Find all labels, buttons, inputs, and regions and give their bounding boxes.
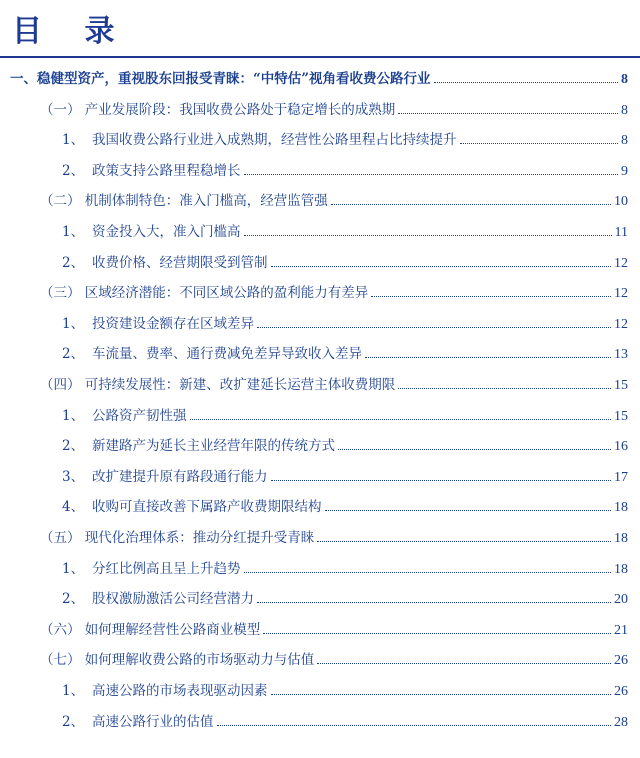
dot-leader (271, 480, 612, 481)
dot-leader (271, 266, 612, 267)
toc-page-number: 10 (614, 194, 628, 210)
toc-page-number: 18 (614, 531, 628, 546)
dot-leader (371, 296, 611, 297)
toc-entry[interactable] (62, 313, 628, 335)
toc-entry[interactable] (10, 68, 628, 90)
toc-entry[interactable] (62, 435, 628, 457)
toc-entry[interactable] (40, 190, 628, 212)
dot-leader (263, 633, 611, 634)
toc-entry-label (62, 129, 457, 151)
toc-entry-number: 2、 (62, 591, 85, 608)
toc-entry-label (62, 435, 335, 457)
toc-entry-text: 股权激励激活公司经营潜力 (92, 591, 254, 608)
toc-entry-label (62, 160, 241, 182)
toc-entry-label (62, 558, 241, 580)
toc-entry-text: 政策支持公路里程稳增长 (92, 162, 241, 179)
toc-entry[interactable] (62, 680, 628, 702)
toc-entry-number: 1、 (62, 560, 85, 577)
toc-entry-label (40, 190, 328, 212)
dot-leader (244, 572, 612, 573)
dot-leader (217, 725, 612, 726)
toc-entry-text: 现代化治理体系：推动分红提升受青睐 (80, 530, 315, 546)
toc-entry-number: 2、 (62, 438, 85, 455)
toc-entry[interactable] (62, 252, 628, 274)
toc-entry-label (62, 496, 322, 518)
dot-leader (460, 143, 619, 144)
toc-page-number: 11 (614, 225, 628, 240)
toc-entry-label (62, 221, 241, 243)
toc-entry-number: 4、 (62, 499, 85, 516)
toc-entry-number: 2、 (62, 346, 85, 363)
dot-leader (398, 388, 611, 389)
toc-entry-text: 车流量、费率、通行费减免差异导致收入差异 (92, 346, 362, 363)
toc-entry-label (62, 680, 268, 702)
toc-entry-text: 机制体制特色：准入门槛高，经营监管强 (80, 193, 328, 210)
dot-leader (398, 113, 618, 114)
dot-leader (244, 235, 612, 236)
toc-entry-text: 分红比例高且呈上升趋势 (92, 560, 241, 577)
toc-page-number: 17 (614, 469, 628, 485)
toc-page-number: 28 (614, 714, 628, 730)
toc-entry-label (10, 68, 431, 90)
toc-entry-text: 公路资产韧性强 (92, 407, 187, 424)
dot-leader (317, 541, 611, 542)
toc-page-number: 26 (614, 653, 628, 669)
toc-entry-text: 如何理解经营性公路商业模型 (80, 621, 261, 638)
toc-entry-label (40, 649, 314, 671)
toc-entry-number: 1、 (62, 315, 85, 332)
toc-entry[interactable] (40, 649, 628, 671)
toc-entry-text: 我国收费公路行业进入成熟期，经营性公路里程占比持续提升 (92, 132, 457, 149)
toc-entry-text: 资金投入大，准入门槛高 (92, 224, 241, 240)
toc-entry-number: 1、 (62, 132, 85, 149)
dot-leader (434, 82, 618, 83)
toc-page-number: 16 (614, 439, 628, 455)
dot-leader (338, 449, 611, 450)
toc-entry-label (62, 313, 254, 335)
toc-page-number: 21 (614, 622, 628, 638)
toc-entry-text: 区域经济潜能：不同区域公路的盈利能力有差异 (80, 285, 369, 302)
toc-entry-text: 可持续发展性：新建、改扩建延长运营主体收费期限 (80, 377, 396, 393)
toc-entry-label (40, 619, 260, 641)
toc-entry-text: 高速公路行业的估值 (92, 713, 214, 730)
toc-entry-label (62, 405, 187, 427)
toc-entry-number: （七） (40, 652, 81, 669)
toc-entry-text: 收购可直接改善下属路产收费期限结构 (92, 499, 322, 516)
toc-entry-text: 新建路产为延长主业经营年限的传统方式 (92, 438, 335, 455)
dot-leader (257, 602, 611, 603)
toc-entry-text: 改扩建提升原有路段通行能力 (92, 468, 268, 485)
dot-leader (325, 510, 612, 511)
toc-entry-text: 如何理解收费公路的市场驱动力与估值 (80, 652, 315, 669)
toc-entry-label (62, 343, 362, 365)
toc-entry[interactable] (62, 129, 628, 151)
toc-entry[interactable] (62, 558, 628, 580)
toc-page-number: 8 (621, 133, 628, 149)
toc-entry-label (40, 99, 395, 121)
toc-entry-text: 收费价格、经营期限受到管制 (92, 254, 268, 271)
toc-entry-label (40, 527, 314, 549)
dot-leader (365, 357, 611, 358)
toc-entry-number: （一） (40, 101, 81, 118)
toc-entry[interactable] (40, 99, 628, 121)
toc-entry-number: （五） (40, 530, 81, 546)
toc-page-number: 26 (614, 684, 628, 699)
toc-entry-text: 产业发展阶段：我国收费公路处于稳定增长的成熟期 (80, 101, 396, 118)
toc-entry-number: 2、 (62, 254, 85, 271)
toc-entry-label (62, 588, 254, 610)
toc-entry[interactable] (62, 496, 628, 518)
toc-entry[interactable] (40, 374, 628, 396)
toc-entry-text: 高速公路的市场表现驱动因素 (92, 683, 268, 699)
toc-page-number: 20 (614, 592, 628, 608)
toc-entry-label (40, 282, 368, 304)
toc-entry[interactable] (62, 466, 628, 488)
toc-entry-text: 投资建设金额存在区域差异 (92, 315, 254, 332)
toc-entry-number: 3、 (62, 468, 85, 485)
toc-entry-number: 1、 (62, 224, 85, 240)
toc-entry-number: （四） (40, 377, 81, 393)
toc-entry-number: （三） (40, 285, 81, 302)
dot-leader (317, 663, 611, 664)
dot-leader (331, 204, 611, 205)
toc-entry-number: 2、 (62, 162, 85, 179)
toc-entry[interactable] (62, 711, 628, 733)
dot-leader (257, 327, 611, 328)
toc-entry-label (62, 466, 268, 488)
toc-entry-label (40, 374, 395, 396)
toc-entry-text: 稳健型资产，重视股东回报受青睐：“中特估”视角看收费公路行业 (37, 71, 431, 87)
dot-leader (190, 419, 612, 420)
title-divider (0, 56, 640, 58)
toc-page-number: 12 (614, 316, 628, 332)
toc-page-number: 15 (614, 408, 628, 424)
toc-entry-number: 1、 (62, 683, 85, 699)
toc-entry[interactable] (62, 160, 628, 182)
toc-entry-number: （二） (40, 193, 81, 210)
toc-entry-number: （六） (40, 621, 81, 638)
dot-leader (271, 694, 612, 695)
toc-entry-number: 2、 (62, 713, 85, 730)
toc-entry-label (62, 252, 268, 274)
dot-leader (244, 174, 619, 175)
toc-page-number: 8 (621, 72, 628, 87)
toc-entry[interactable] (62, 221, 628, 243)
toc-entry[interactable] (40, 527, 628, 549)
toc-entry-label (62, 711, 214, 733)
toc-entry[interactable] (62, 405, 628, 427)
toc-entry-number: 1、 (62, 407, 85, 424)
toc-entry-number: 一、 (10, 71, 37, 87)
toc-page-number: 12 (614, 255, 628, 271)
toc-page-number: 8 (621, 102, 628, 118)
toc-page-number: 13 (614, 347, 628, 363)
toc-page-number: 15 (614, 378, 628, 393)
toc-page-number: 18 (614, 500, 628, 516)
toc-page-number: 18 (614, 561, 628, 577)
page-title: 目 录 (12, 14, 131, 49)
toc-page-number: 12 (614, 286, 628, 302)
toc-page-number: 9 (621, 163, 628, 179)
toc-entry[interactable] (40, 619, 628, 641)
toc-entry[interactable] (40, 282, 628, 304)
toc-entry[interactable] (62, 588, 628, 610)
toc-entry[interactable] (62, 343, 628, 365)
